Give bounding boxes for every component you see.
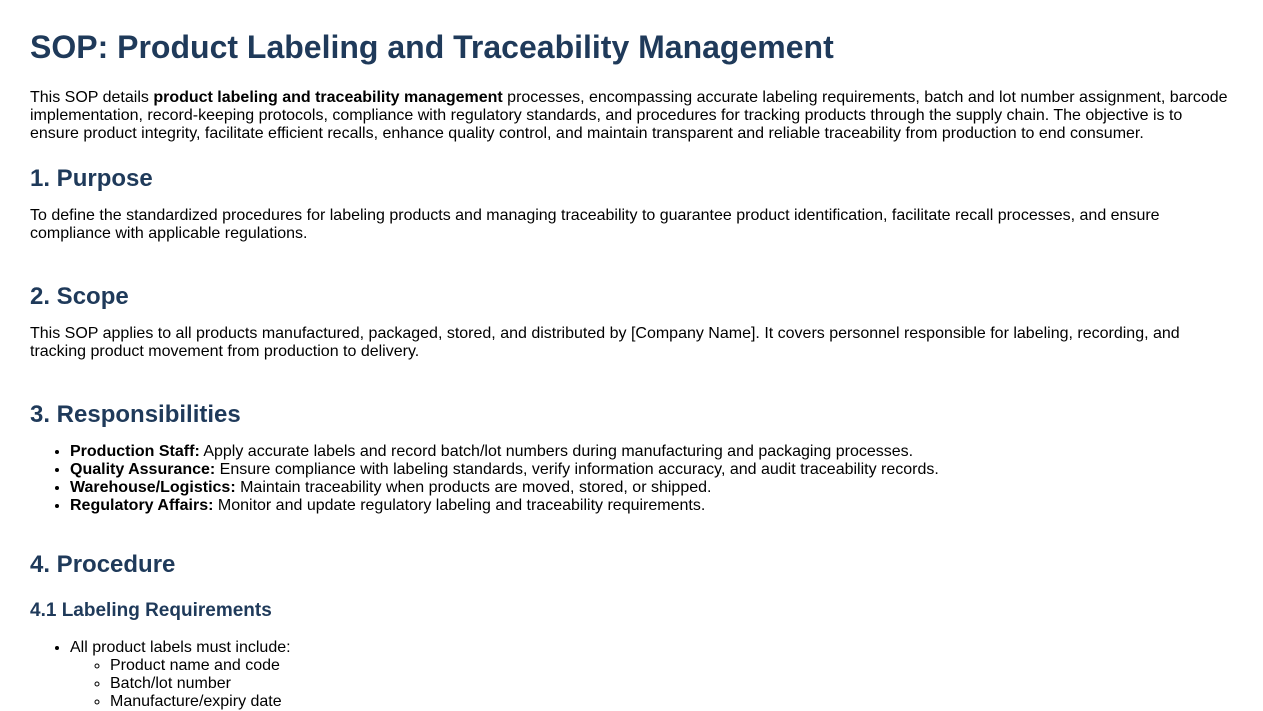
role-description: Apply accurate labels and record batch/lot numbers during manufacturing and packaging processes. [199, 443, 914, 460]
intro-prefix: This SOP details [30, 89, 154, 106]
responsibilities-list [30, 443, 1233, 515]
intro-suffix: processes, encompassing accurate labeling requirements, batch and lot number assignment, barcode implementation, record-keeping protocols, compliance with regulatory standards, and procedures for tracking products through the supply chain. The objective is to ensure product integrity, facilitate efficient recalls, enhance quality control, and maintain transparent and reliable traceability from production to end consumer. [30, 89, 1228, 142]
list-item: ◦ Batch/lot number [110, 675, 1233, 693]
purpose-text: To define the standardized procedures for labeling products and managing traceability to guarantee product identification, facilitate recall processes, and ensure compliance with applicable regulations. [30, 207, 1160, 242]
scope-text: This SOP applies to all products manufactured, packaged, stored, and distributed by [Company Name]. It covers personnel responsible for labeling, recording, and tracking product movement from production to delivery. [30, 325, 1180, 360]
procedure-heading: 4. Procedure [30, 551, 176, 578]
responsibility-item-warehouse [70, 479, 1233, 497]
role-label: Regulatory Affairs: [70, 497, 214, 514]
intro-paragraph [30, 89, 1233, 143]
list-item: ◦ Manufacture/expiry date [110, 693, 1233, 711]
role-label: Quality Assurance: [70, 461, 216, 478]
responsibility-item-regulatory [70, 497, 1233, 515]
intro-bold-text: product labeling and traceability management [153, 89, 503, 106]
list-item [70, 639, 1233, 711]
labeling-requirements-heading: 4.1 Labeling Requirements [30, 600, 272, 621]
responsibility-item-quality [70, 461, 1233, 479]
list-item: ◦ Product name and code [110, 657, 1233, 675]
responsibilities-heading: 3. Responsibilities [30, 401, 241, 428]
scope-heading: 2. Scope [30, 283, 129, 310]
labeling-requirements-list [30, 639, 1233, 711]
role-label: Warehouse/Logistics: [70, 479, 236, 496]
label-contents-list [70, 657, 1233, 711]
page-title: SOP: Product Labeling and Traceability Management [30, 29, 834, 65]
role-label: Production Staff: [70, 443, 200, 460]
role-description: Ensure compliance with labeling standards, verify information accuracy, and audit traceability records. [215, 461, 939, 478]
purpose-heading: 1. Purpose [30, 165, 153, 192]
labeling-item-text: All product labels must include: [70, 639, 291, 656]
responsibility-item-production [70, 443, 1233, 461]
role-description: Maintain traceability when products are moved, stored, or shipped. [235, 479, 712, 496]
role-description: Monitor and update regulatory labeling and traceability requirements. [213, 497, 706, 514]
